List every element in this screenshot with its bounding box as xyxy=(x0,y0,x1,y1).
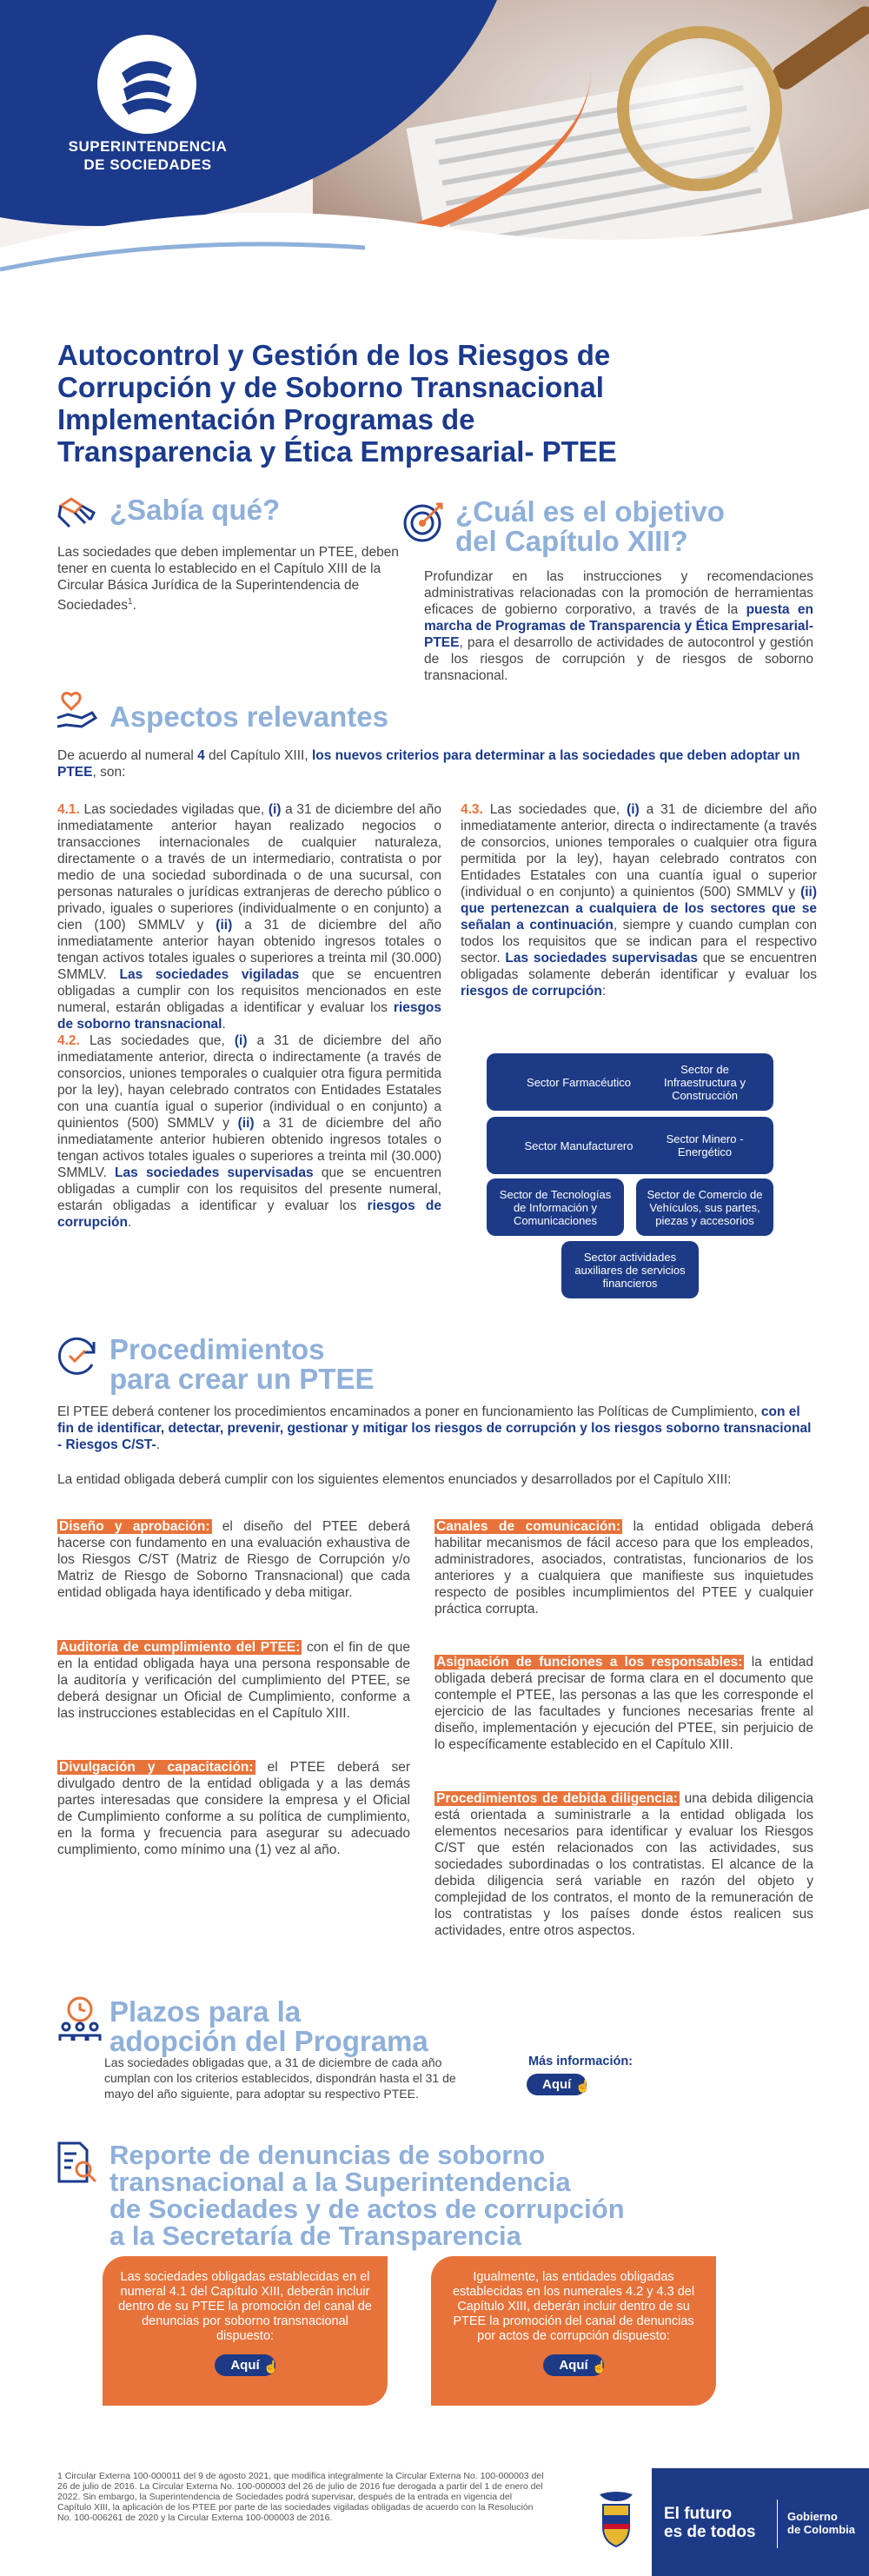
clock-team-icon xyxy=(56,1995,104,2044)
elemento-asignacion: Asignación de funciones a los responsables: la entidad obligada deberá precisar de forma clara en el documento que contemple el PTEE, las personas a las que les corresponde el ejercicio de las facultades y funciones necesarias frente al diseño, implementación y ejecución del PTEE, sin perjuicio de lo específicamente establecido en el Capítulo XIII. xyxy=(434,1655,813,1752)
elemento-debida-diligencia: Procedimientos de debida diligencia: una debida diligencia está orientada a suministrarle a la entidad obligada los elementos necesarios para identificar y evaluar los Riesgos C/ST que estén relacionados con las actividades, sus sociedades subordinadas o los contratistas. El alcance de la debida diligencia será variable en razón del objeto y complejidad de los contratos, el monto de la remuneración de los contratistas y los países donde éstos realicen sus actividades, entre otros aspectos. xyxy=(434,1791,813,1938)
aspectos-title: Aspectos relevantes xyxy=(109,700,388,733)
supersociedades-logo xyxy=(97,35,196,134)
gov-name: Gobierno de Colombia xyxy=(787,2510,856,2536)
reporte-aqui-button-2[interactable]: Aquí ☝ xyxy=(543,2354,603,2376)
gobierno-banner xyxy=(580,2468,869,2576)
brand-line-2: DE SOCIEDADES xyxy=(83,156,212,173)
aspectos-intro: De acuerdo al numeral 4 del Capítulo XIII, los nuevos criterios para determinar a las sociedades que deben adoptar un PTEE, son: xyxy=(57,748,800,780)
sector-minero-energetico: Sector Minero - Energético xyxy=(636,1117,773,1174)
reporte-aqui-button-1[interactable]: Aquí ☝ xyxy=(215,2354,275,2376)
criterio-4-1: 4.1. Las sociedades vigiladas que, (i) a 31 de diciembre del año inmediatamente anterior hayan realizado negocios o transacciones internacionales de cualquier naturaleza, directamente o a través de un intermediario, contratista o por medio de una sociedad subordinada o de una sucursal, con personas naturales o jurídicas extranjeras de derecho público o privado, iguales o superiores (individualmente o en conjunto) a cien (100) SMMLV y (ii) a 31 de diciembre del año inmediatamente anterior hayan obtenido ingresos totales o tengan activos totales iguales o superiores a treinta mil (30.000) SMMLV. Las sociedades vigiladas que se encuentren obligadas a cumplir con los requisitos mencionados en este numeral, estarán obligadas a identificar y evaluar los riesgos de soborno transnacional. xyxy=(57,802,441,1032)
sector-tic: Sector de Tecnologías de Información y Comunicaciones xyxy=(487,1178,624,1236)
footnote: 1 Circular Externa 100-000011 del 9 de agosto 2021, que modifica integralmente la Circular Externa No. 100-000003 del 26 de julio de 2016. La Circular Externa No. 100-000003 del 26 de julio de 2016 fue derogada a partir del 1 de enero del 2022. Sin embargo, la Superintendencia de Sociedades podrá supervisar, después de la entrada en vigencia del Capítulo XIII, la aplicación de los PTEE por parte de las sociedades vigiladas obligadas de acuerdo con la Resolución No. 100-006261 de 2020 y la Circular Externa 100-000003 de 2016. xyxy=(57,2471,544,2523)
procedimientos-intro-2: La entidad obligada deberá cumplir con los siguientes elementos enunciados y desarrollados por el Capítulo XIII: xyxy=(57,1472,732,1487)
brand-line-1: SUPERINTENDENCIA xyxy=(68,138,228,155)
hand-heart-icon xyxy=(56,688,101,734)
plazos-title: Plazos para la adopción del Programa xyxy=(109,1995,428,2057)
target-icon xyxy=(401,499,447,544)
elemento-divulgacion: Divulgación y capacitación: el PTEE deberá ser divulgado dentro de la entidad obligada y a las demás partes interesadas que considere la empresa y el Oficial de Cumplimiento conforme a su política de cumplimiento, en la forma y frecuencia para asegurar su adecuado cumplimiento, como mínimo una (1) vez al año. xyxy=(57,1760,410,1857)
reporte-title: Reporte de denuncias de soborno transnacional a la Superintendencia de Sociedades y de actos de corrupción a la Secretaría de Transparencia xyxy=(109,2140,625,2251)
logo-s-icon xyxy=(97,35,196,134)
criterio-4-3: 4.3. Las sociedades que, (i) a 31 de diciembre del año inmediatamente anterior, directa o indirectamente (a través de consorcios, uniones temporales o cualquier otra figura permitida por la ley), hayan celebrado contratos con Entidades Estatales con una cuantía igual o superior (individual o en conjunto) a quinientos (500) SMMLV y (ii) que pertenezcan a cualquiera de los sectores que se señalan a continuación, siempre y cuando cumplan con todos los requisitos que se indican para el respectivo sector. Las sociedades supervisadas que se encuentren obligadas solamente deberán identificar y evaluar los riesgos de corrupción: xyxy=(461,802,818,999)
elemento-auditoria: Auditoría de cumplimiento del PTEE: con el fin de que en la entidad obligada haya una persona responsable de la auditoría y verificación del cumplimiento del PTEE, se deberá designar un Oficial de Cumplimiento, conforme a las instrucciones establecidas en el Capítulo XIII. xyxy=(57,1640,411,1721)
plazos-aqui-button[interactable]: Aquí ☝ xyxy=(527,2074,587,2095)
colombia-coat-of-arms-icon xyxy=(593,2489,640,2550)
cursor-click-icon: ☝ xyxy=(263,2360,279,2374)
gov-slogan: El futuro es de todos xyxy=(664,2505,756,2541)
refresh-check-icon xyxy=(56,1333,101,1378)
plazos-more-label: Más información: xyxy=(527,2055,634,2068)
elemento-diseno: Diseño y aprobación: el diseño del PTEE deberá hacerse con fundamento en una evaluación exhaustiva de los Riesgos C/ST (Matriz de Riesgo de Corrupción y/o Matriz de Riesgo de Soborno Transnacional) que cada entidad obligada haya identificado y deba mitigar. xyxy=(57,1519,410,1600)
white-wave-divider xyxy=(0,200,869,278)
sector-comercio-vehiculos: Sector de Comercio de Vehículos, sus partes, piezas y accesorios xyxy=(636,1178,773,1236)
procedimientos-title: Procedimientos para crear un PTEE xyxy=(109,1333,375,1395)
procedimientos-intro: El PTEE deberá contener los procedimientos encaminados a poner en funcionamiento las Políticas de Cumplimiento, con el fin de identificar, detectar, prevenir, gestionar y mitigar los riesgos de corrupción y los riesgos soborno transnacional - Riesgos C/ST-. xyxy=(57,1404,812,1452)
objetivo-title: ¿Cuál es el objetivo del Capítulo XIII? xyxy=(455,495,725,557)
document-search-icon xyxy=(54,2140,99,2185)
sector-manufacturero: Sector Manufacturero xyxy=(487,1117,671,1174)
reporte-card-soborno: Las sociedades obligadas establecidas en el numeral 4.1 del Capítulo XIII, deberán incluir dentro de su PTEE la promoción del canal de denuncias por soborno transnacional dispuesto: Aquí ☝ xyxy=(103,2256,388,2406)
sector-infraestructura: Sector de Infraestructura y Construcción xyxy=(636,1053,773,1111)
criterio-4-2: 4.2. Las sociedades que, (i) a 31 de diciembre del año inmediatamente anterior, directa o indirectamente (a través de consorcios, uniones temporales o cualquier otra figura permitida por la ley), hayan celebrado contratos con Entidades Estatales con una cuantía igual o superior (individual o en conjunto) a quinientos (500) SMMLV y (ii) a 31 de diciembre del año inmediatamente anterior hubieren obtenido ingresos totales o tengan activos totales iguales o superiores a treinta mil (30.000) SMMLV. Las sociedades supervisadas que se encuentren obligadas a cumplir con los requisitos del presente numeral, estarán obligadas a identificar y evaluar los riesgos de corrupción. xyxy=(57,1033,442,1230)
objetivo-text: Profundizar en las instrucciones y recomendaciones administrativas relacionadas con la promoción de herramientas eficaces de gobierno corporativo, a través de la puesta en marcha de Programas de Transparencia y Ética Empresarial-PTEE, para el desarrollo de actividades de autocontrol y gestión de los riesgos de corrupción y de riesgos de soborno transnacional. xyxy=(424,569,814,683)
sabia-text: Las sociedades que deben implementar un PTEE, deben tener en cuenta lo establecido en el Capítulo XIII de la Circular Básica Jurídica de la Superintendencia de Sociedades$^1$. xyxy=(57,545,399,614)
handshake-icon xyxy=(56,490,101,535)
gov-divider xyxy=(777,2500,778,2548)
plazos-text: Las sociedades obligadas que, a 31 de diciembre de cada año cumplan con los criterios establecidos, dispondrán hasta el 31 de mayo del año siguiente, para adoptar su respectivo PTEE. xyxy=(104,2055,456,2101)
page-title: Autocontrol y Gestión de los Riesgos de Corrupción y de Soborno Transnacional Implementación Programas de Transparencia y Ética Empresarial- PTEE xyxy=(57,339,617,468)
reporte-card-corrupcion: Igualmente, las entidades obligadas establecidas en los numerales 4.2 y 4.3 del Capítulo XIII, deberán incluir dentro de su PTEE la promoción del canal de denuncias por actos de corrupción dispuesto: Aquí ☝ xyxy=(431,2256,716,2406)
elemento-canales: Canales de comunicación: la entidad obligada deberá habilitar mecanismos de fácil acceso para que los empleados, administradores, asociados, contratistas, funcionarios de los anteriores y a cualquiera que manifieste sus inquietudes respecto de posibles incumplimientos del PTEE y cualquier práctica corrupta. xyxy=(434,1519,813,1617)
sector-farmaceutico: Sector Farmacéutico xyxy=(487,1053,671,1111)
sabia-title: ¿Sabía qué? xyxy=(109,494,281,526)
cursor-click-icon: ☝ xyxy=(575,2079,591,2093)
brand-name xyxy=(56,137,239,174)
cursor-click-icon: ☝ xyxy=(592,2360,607,2374)
sector-servicios-financieros: Sector actividades auxiliares de servicios financieros xyxy=(561,1241,699,1298)
